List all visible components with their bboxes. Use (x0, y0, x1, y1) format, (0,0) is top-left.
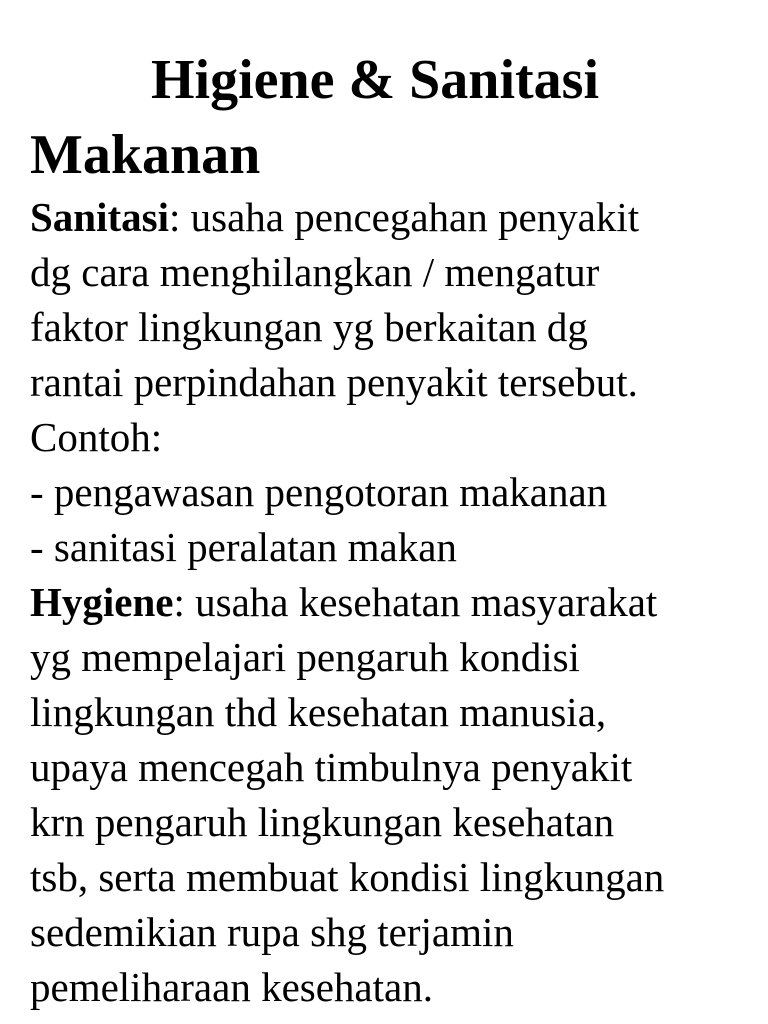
hygiene-definition-line: tsb, serta membuat kondisi lingkungan (30, 854, 665, 900)
hygiene-definition-line (30, 575, 760, 630)
hygiene-definition-text: : usaha kesehatan masyarakat (173, 579, 658, 625)
hygiene-definition-line: yg mempelajari pengaruh kondisi (30, 634, 580, 680)
example-item: - pengawasan pengotoran makanan (30, 469, 608, 515)
hygiene-term: Hygiene (30, 579, 174, 625)
hygiene-definition-line: lingkungan thd kesehatan manusia, (30, 689, 607, 735)
hygiene-definition-line: pemeliharaan kesehatan. (30, 964, 433, 1010)
page-title-line-1: Higiene & Sanitasi (150, 49, 600, 111)
page-title-line-2: Makanan (30, 124, 261, 186)
hygiene-definition-line: upaya mencegah timbulnya penyakit (30, 744, 633, 790)
example-label: Contoh: (30, 414, 163, 460)
sanitasi-definition-line: faktor lingkungan yg berkaitan dg (30, 304, 588, 350)
sanitasi-definition-line: dg cara menghilangkan / mengatur (30, 249, 600, 295)
sanitasi-definition-line: rantai perpindahan penyakit tersebut. (30, 359, 638, 405)
sanitasi-term: Sanitasi (30, 194, 169, 240)
document-body (30, 190, 760, 1015)
hygiene-definition-line: krn pengaruh lingkungan kesehatan (30, 799, 615, 845)
sanitasi-definition-text: : usaha pencegahan penyakit (169, 194, 640, 240)
example-item: - sanitasi peralatan makan (30, 524, 457, 570)
sanitasi-definition-line (30, 190, 760, 245)
hygiene-definition-line: sedemikian rupa shg terjamin (30, 909, 514, 955)
